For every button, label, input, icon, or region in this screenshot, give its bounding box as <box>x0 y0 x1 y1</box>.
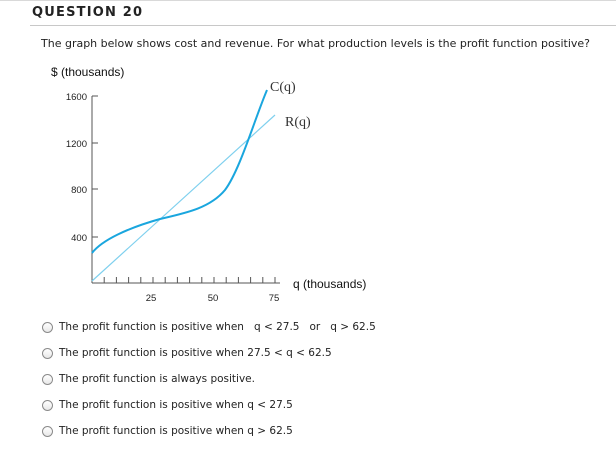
answer-option[interactable] <box>42 396 293 414</box>
y-tick-label: 800 <box>71 185 87 196</box>
radio-button[interactable] <box>42 374 53 385</box>
answer-option[interactable] <box>42 422 293 440</box>
answer-option[interactable] <box>42 318 376 336</box>
x-axis-label: q (thousands) <box>293 277 367 291</box>
top-border <box>0 0 616 1</box>
option-label: The profit function is positive when q > 62.5 <box>59 425 293 437</box>
header-divider <box>30 25 616 26</box>
y-ticks <box>66 92 98 244</box>
question-header: QUESTION 20 <box>32 5 144 20</box>
radio-button[interactable] <box>42 400 53 411</box>
cost-curve-label: C(q) <box>270 80 296 95</box>
radio-button[interactable] <box>42 348 53 359</box>
answer-option[interactable] <box>42 344 332 362</box>
y-axis-label: $ (thousands) <box>51 65 125 79</box>
option-label: The profit function is positive when q < 27.5 or q > 62.5 <box>59 321 376 333</box>
x-tick-label: 75 <box>268 293 280 304</box>
x-tick-label: 25 <box>145 293 157 304</box>
cost-revenue-graph <box>30 58 400 308</box>
answer-option[interactable] <box>42 370 255 388</box>
option-label: The profit function is always positive. <box>59 373 255 385</box>
option-label: The profit function is positive when q < 27.5 <box>59 399 293 411</box>
x-ticks <box>104 277 275 283</box>
y-tick-label: 400 <box>71 233 87 244</box>
option-label: The profit function is positive when 27.5 < q < 62.5 <box>59 347 332 359</box>
y-tick-label: 1200 <box>65 139 87 150</box>
question-prompt: The graph below shows cost and revenue. For what production levels is the profit function positive? <box>41 37 591 50</box>
cost-curve <box>92 90 267 253</box>
radio-button[interactable] <box>42 322 53 333</box>
revenue-line-label: R(q) <box>285 115 311 130</box>
radio-button[interactable] <box>42 426 53 437</box>
x-tick-label: 50 <box>207 293 219 304</box>
y-tick-label: 1600 <box>65 92 87 103</box>
